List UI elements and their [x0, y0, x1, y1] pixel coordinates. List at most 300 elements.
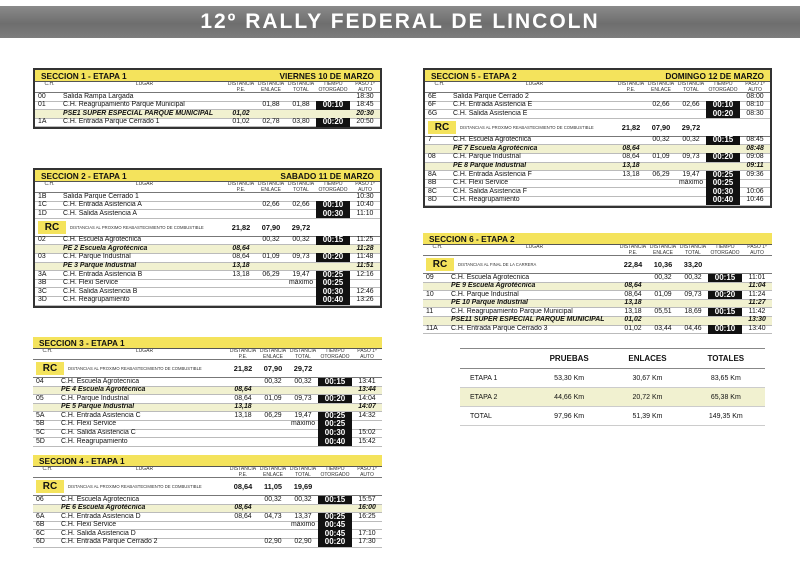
row-place: PSE11 SUPER ESPECIAL PARQUE MUNICIPAL [451, 316, 605, 324]
section-header [423, 233, 772, 245]
row-place: C.H. Escuela Agrotecnica [451, 273, 530, 281]
table-row [35, 119, 380, 128]
row-place: PE 2 Escuela Agrotécnica [63, 244, 148, 252]
row-dist-pe: 08,64 [622, 144, 640, 152]
summary-totales: 83,65 Km [710, 374, 741, 382]
summary-enlaces: 20,72 Km [632, 393, 663, 401]
row-dist-total: máximo [288, 279, 314, 287]
section-4-table [33, 455, 382, 548]
column-headers [33, 467, 382, 478]
summary-pruebas: 44,66 Km [554, 393, 585, 401]
row-dist-total: 09,73 [294, 394, 312, 402]
table-row [425, 197, 770, 206]
row-code: 3B [38, 279, 47, 287]
row-time: 00:20 [706, 153, 740, 162]
fuel-distance-row [33, 360, 382, 378]
row-pass-time: 09:36 [746, 170, 764, 178]
row-dist-total: 02,90 [294, 538, 312, 546]
column-headers [35, 182, 380, 193]
fuel-dist-total: 29,72 [681, 122, 701, 132]
row-place: C.H. Reagrupamiento Parque Municipal [63, 101, 185, 109]
row-dist-total: 00,32 [682, 136, 700, 144]
fuel-dist-total: 29,72 [291, 222, 311, 232]
row-code: 8D [428, 196, 437, 204]
row-time: 00:45 [318, 521, 352, 530]
row-code: 7 [428, 136, 432, 144]
row-dist-pe: 08,64 [234, 386, 252, 394]
rc-badge: RC [426, 258, 454, 271]
col-lugar: LUGAR [525, 82, 544, 87]
row-pass-time: 14:04 [358, 394, 376, 402]
col-tiempo: TIEMPO OTORGADO [318, 182, 348, 192]
row-dist-total: 09,73 [684, 290, 702, 298]
row-time: 00:25 [318, 420, 352, 429]
fuel-distance-label: DISTANCIAS AL FINAL DE LA CARRERA [458, 262, 537, 267]
row-dist-total: 13,37 [294, 512, 312, 520]
row-pass-time: 10:30 [356, 192, 374, 200]
row-code: 05 [36, 394, 44, 402]
row-dist-pe: 13,18 [622, 170, 640, 178]
section-1-table [33, 68, 382, 129]
fuel-distance-label: DISTANCIAS AL PROXIMO REABASTECIMIENTO DE COMBUSTIBLE [460, 124, 594, 130]
row-pass-time: 18:30 [356, 92, 374, 100]
row-code: 5D [36, 437, 45, 445]
row-dist-total: 00,32 [684, 273, 702, 281]
row-pass-time: 15:02 [358, 429, 376, 437]
row-code: 6D [36, 538, 45, 546]
fuel-distance-row [35, 219, 380, 237]
row-place: C.H. Escuela Agrotecnica [61, 495, 140, 503]
row-dist-enlace: 05,51 [654, 307, 672, 315]
fuel-dist-enlace: 07,90 [261, 222, 281, 232]
col-lugar: LUGAR [135, 349, 154, 354]
table-row [33, 539, 382, 548]
col-dist-pe: DISTANCIA P.E. [227, 82, 255, 92]
row-dist-enlace: 02,66 [262, 201, 280, 209]
row-code: 5C [36, 429, 45, 437]
row-dist-pe: 13,18 [624, 307, 642, 315]
summary-header-enlaces: ENLACES [628, 354, 667, 363]
row-code: 6E [428, 92, 437, 100]
col-lugar: LUGAR [525, 245, 544, 250]
row-dist-pe: 01,02 [624, 325, 642, 333]
section-title: SECCION 5 - ETAPA 2 [431, 70, 517, 81]
row-code: 11 [426, 307, 434, 315]
fuel-dist-total: 33,20 [683, 260, 703, 269]
row-dist-pe: 08,64 [624, 290, 642, 298]
column-headers [425, 82, 770, 93]
section-header [425, 70, 770, 82]
row-dist-pe: 13,18 [232, 262, 250, 270]
row-place: C.H. Parque Industrial [61, 394, 129, 402]
row-dist-total: 09,73 [292, 253, 310, 261]
row-pass-time: 11:25 [356, 236, 374, 244]
row-pass-time: 13:40 [748, 325, 766, 333]
row-code: 01 [38, 101, 46, 109]
row-place: C.H. Salida Asistencia A [63, 209, 137, 217]
fuel-distance-label: DISTANCIAS AL PROXIMO REABASTECIMIENTO DE COMBUSTIBLE [70, 224, 204, 230]
row-place: C.H. Salida Asistencia D [61, 529, 136, 537]
row-place: C.H. Entrada Asistencia F [453, 170, 532, 178]
row-dist-pe: 08,64 [234, 512, 252, 520]
column-headers [35, 82, 380, 93]
fuel-distance-row [423, 256, 772, 274]
col-ch: C.H. [434, 82, 445, 87]
section-header [33, 455, 382, 467]
row-dist-total: 19,47 [292, 270, 310, 278]
row-dist-pe: 13,18 [232, 270, 250, 278]
section-title: SECCION 3 - ETAPA 1 [39, 337, 125, 348]
col-dist-pe: DISTANCIA P.E. [227, 182, 255, 192]
col-dist-enlace: DISTANCIA ENLACE [257, 82, 285, 92]
rc-badge: RC [36, 362, 64, 375]
row-pass-time: 15:57 [358, 495, 376, 503]
section-date: VIERNES 10 DE MARZO [279, 70, 374, 81]
fuel-dist-enlace: 10,36 [653, 260, 673, 269]
row-place: PE 4 Escuela Agrotécnica [61, 386, 146, 394]
row-place: PSE1 SUPER ESPECIAL PARQUE MUNICIPAL [63, 109, 214, 117]
row-pass-time: 18:45 [356, 101, 374, 109]
row-time: 00:15 [706, 136, 740, 145]
row-pass-time: 14:32 [358, 411, 376, 419]
row-code: 3D [38, 296, 47, 304]
row-code: 6G [428, 109, 438, 117]
row-dist-enlace: 06,29 [652, 170, 670, 178]
row-time: 00:20 [316, 118, 350, 127]
row-time: 00:10 [316, 101, 350, 110]
row-pass-time: 11:01 [748, 273, 766, 281]
row-dist-pe: 08,64 [232, 253, 250, 261]
row-dist-pe: 08,64 [232, 244, 250, 252]
row-code: 3A [38, 270, 47, 278]
row-pass-time: 08:48 [746, 144, 764, 152]
row-time: 00:30 [706, 188, 740, 197]
row-time: 00:20 [708, 291, 742, 300]
col-ch: C.H. [44, 182, 55, 187]
row-code: 00 [38, 92, 46, 100]
col-ch: C.H. [42, 467, 53, 472]
row-time: 00:15 [316, 236, 350, 245]
section-title: SECCION 4 - ETAPA 1 [39, 455, 125, 466]
row-pass-time: 12:16 [356, 270, 374, 278]
row-place: C.H. Salida Asistencia F [453, 187, 527, 195]
col-paso: PASO 1º AUTO [355, 82, 375, 92]
row-time: 00:40 [318, 438, 352, 447]
row-dist-enlace: 01,09 [264, 394, 282, 402]
fuel-dist-total: 29,72 [293, 364, 313, 373]
col-tiempo: TIEMPO OTORGADO [708, 82, 738, 92]
row-dist-total: máximo [290, 420, 316, 428]
row-pass-time: 11:28 [356, 244, 374, 252]
section-2-table [33, 168, 382, 308]
col-dist-total: DISTANCIA TOTAL [677, 82, 705, 92]
row-dist-enlace: 02,66 [652, 101, 670, 109]
row-dist-enlace: 03,44 [654, 325, 672, 333]
row-place: C.H. Salida Asistencia C [61, 429, 136, 437]
row-dist-total: 18,69 [684, 307, 702, 315]
row-dist-pe: 08,64 [622, 153, 640, 161]
fuel-distance-row [33, 478, 382, 496]
section-date: DOMINGO 12 DE MARZO [665, 70, 764, 81]
section-3-table [33, 337, 382, 447]
row-place: C.H. Flexi Service [61, 521, 117, 529]
fuel-dist-pe: 08,64 [233, 482, 253, 491]
row-code: 3C [38, 287, 47, 295]
row-code: 1B [38, 192, 47, 200]
row-time: 00:25 [318, 513, 352, 522]
section-date: SABADO 11 DE MARZO [280, 170, 374, 181]
row-place: Salida Rampa Largada [63, 92, 134, 100]
col-ch: C.H. [432, 245, 443, 250]
row-place: C.H. Reagrupamiento [453, 196, 520, 204]
row-place: Salida Parque Cerrado 1 [63, 192, 139, 200]
row-place: C.H. Entrada Parque Cerrado 1 [63, 118, 160, 126]
row-place: C.H. Parque Industrial [453, 153, 521, 161]
col-dist-pe: DISTANCIA P.E. [229, 349, 257, 359]
col-dist-pe: DISTANCIA P.E. [619, 245, 647, 255]
row-place: PE 9 Escuela Agrotécnica [451, 282, 536, 290]
row-time: 00:30 [316, 210, 350, 219]
section-title: SECCION 1 - ETAPA 1 [41, 70, 127, 81]
row-pass-time: 11:24 [748, 290, 766, 298]
row-time: 00:25 [316, 279, 350, 288]
row-pass-time: 09:08 [746, 153, 764, 161]
col-dist-enlace: DISTANCIA ENLACE [259, 467, 287, 477]
row-place: C.H. Reagrupamiento Parque Municipal [451, 307, 573, 315]
row-dist-pe: 08,64 [234, 504, 252, 512]
col-lugar: LUGAR [135, 82, 154, 87]
row-dist-pe: 01,02 [624, 316, 642, 324]
row-place: C.H. Entrada Asistencia A [63, 201, 142, 209]
section-header [35, 170, 380, 182]
fuel-dist-enlace: 11,05 [263, 482, 283, 491]
summary-header [460, 348, 765, 369]
row-place: PE 8 Parque Industrial [453, 162, 527, 170]
row-time: 00:15 [708, 274, 742, 283]
col-paso: PASO 1º AUTO [747, 245, 767, 255]
summary-row-label: TOTAL [470, 412, 492, 420]
col-tiempo: TIEMPO OTORGADO [318, 82, 348, 92]
row-pass-time: 09:11 [746, 162, 764, 170]
row-place: C.H. Flexi Service [453, 179, 509, 187]
summary-table [460, 348, 765, 426]
row-pass-time: 12:46 [356, 287, 374, 295]
row-place: PE 10 Parque Industrial [451, 299, 528, 307]
summary-row-label: ETAPA 2 [470, 393, 498, 401]
row-pass-time: 11:42 [748, 307, 766, 315]
row-pass-time: 15:42 [358, 437, 376, 445]
col-dist-total: DISTANCIA TOTAL [287, 182, 315, 192]
fuel-dist-total: 19,69 [293, 482, 313, 491]
row-time: 00:20 [318, 538, 352, 547]
row-place: C.H. Parque Industrial [63, 253, 131, 261]
row-dist-total: 02,66 [682, 101, 700, 109]
section-6-table [423, 233, 772, 334]
row-time: 00:15 [318, 496, 352, 505]
row-code: 02 [38, 236, 46, 244]
row-pass-time: 10:40 [356, 201, 374, 209]
row-dist-enlace: 00,32 [262, 236, 280, 244]
col-paso: PASO 1º AUTO [355, 182, 375, 192]
col-dist-enlace: DISTANCIA ENLACE [257, 182, 285, 192]
col-dist-enlace: DISTANCIA ENLACE [647, 82, 675, 92]
rc-badge: RC [428, 121, 456, 134]
row-place: C.H. Escuela Agrotecnica [453, 136, 532, 144]
row-time: 00:30 [316, 288, 350, 297]
row-dist-enlace: 01,88 [262, 101, 280, 109]
row-time: 00:20 [318, 395, 352, 404]
row-time: 00:25 [316, 271, 350, 280]
row-time: 00:40 [706, 196, 740, 205]
row-pass-time: 08:00 [746, 92, 764, 100]
row-pass-time: 10:06 [746, 187, 764, 195]
row-dist-enlace: 01,09 [652, 153, 670, 161]
row-pass-time: 14:07 [358, 403, 376, 411]
col-dist-total: DISTANCIA TOTAL [287, 82, 315, 92]
row-code: 8B [428, 179, 437, 187]
section-header [35, 70, 380, 82]
row-dist-total: 00,32 [294, 495, 312, 503]
row-place: C.H. Entrada Asistencia B [63, 270, 143, 278]
row-dist-enlace: 01,09 [654, 290, 672, 298]
row-pass-time: 08:30 [746, 109, 764, 117]
row-code: 1C [38, 201, 47, 209]
row-place: C.H. Flexi Service [61, 420, 117, 428]
row-place: C.H. Entrada Parque Cerrado 3 [451, 325, 548, 333]
row-time: 00:40 [316, 296, 350, 305]
row-code: 1D [38, 209, 47, 217]
row-time: 00:15 [708, 308, 742, 317]
col-dist-pe: DISTANCIA P.E. [617, 82, 645, 92]
table-row [35, 210, 380, 219]
row-dist-pe: 13,18 [624, 299, 642, 307]
row-time: 00:10 [316, 201, 350, 210]
summary-row [460, 369, 765, 388]
row-place: C.H. Entrada Asistencia C [61, 411, 141, 419]
row-pass-time: 13:30 [748, 316, 766, 324]
col-lugar: LUGAR [135, 182, 154, 187]
row-time: 00:25 [706, 171, 740, 180]
row-dist-total: 19,47 [682, 170, 700, 178]
row-code: 6C [36, 529, 45, 537]
row-dist-enlace: 04,73 [264, 512, 282, 520]
row-place: C.H. Reagrupamiento [63, 296, 130, 304]
summary-pruebas: 53,30 Km [554, 374, 585, 382]
row-place: C.H. Escuela Agrotecnica [61, 377, 140, 385]
row-pass-time: 11:04 [748, 282, 766, 290]
row-dist-pe: 13,18 [234, 403, 252, 411]
row-pass-time: 10:46 [746, 196, 764, 204]
row-pass-time: 20:50 [356, 118, 374, 126]
section-5-table [423, 68, 772, 208]
row-dist-enlace: 06,29 [264, 411, 282, 419]
row-time: 00:25 [318, 412, 352, 421]
row-code: 6F [428, 101, 437, 109]
row-place: C.H. Escuela Agrotecnica [63, 236, 142, 244]
row-place: C.H. Entrada Parque Cerrado 2 [61, 538, 158, 546]
row-dist-total: 03,80 [292, 118, 310, 126]
row-place: PE 5 Parque Industrial [61, 403, 135, 411]
row-time: 00:30 [318, 429, 352, 438]
fuel-distance-row [425, 119, 770, 137]
row-dist-total: máximo [678, 179, 704, 187]
column-headers [33, 349, 382, 360]
row-place: C.H. Salida Asistencia E [453, 109, 528, 117]
fuel-dist-enlace: 07,90 [651, 122, 671, 132]
table-row [33, 438, 382, 447]
row-pass-time: 17:30 [358, 538, 376, 546]
table-row [423, 326, 772, 335]
row-time: 00:20 [706, 110, 740, 119]
col-dist-pe: DISTANCIA P.E. [229, 467, 257, 477]
row-time: 00:15 [318, 378, 352, 387]
row-dist-total: 00,32 [294, 377, 312, 385]
row-pass-time: 08:45 [746, 136, 764, 144]
col-tiempo: TIEMPO OTORGADO [320, 467, 350, 477]
row-pass-time: 17:10 [358, 529, 376, 537]
row-dist-total: 01,88 [292, 101, 310, 109]
row-dist-total: 00,32 [292, 236, 310, 244]
col-ch: C.H. [42, 349, 53, 354]
row-code: 8C [428, 187, 437, 195]
row-pass-time: 16:00 [358, 504, 376, 512]
column-headers [423, 245, 772, 256]
summary-enlaces: 51,39 Km [632, 412, 663, 420]
row-pass-time: 20:30 [356, 109, 374, 117]
row-dist-pe: 01,02 [232, 118, 250, 126]
row-place: C.H. Entrada Asistencia E [453, 101, 533, 109]
row-dist-total: máximo [290, 521, 316, 529]
fuel-distance-label: DISTANCIAS AL PROXIMO REABASTECIMIENTO DE COMBUSTIBLE [68, 484, 202, 489]
col-dist-total: DISTANCIA TOTAL [289, 349, 317, 359]
row-code: 5B [36, 420, 45, 428]
row-time: 00:10 [706, 101, 740, 110]
fuel-dist-pe: 21,82 [621, 122, 641, 132]
fuel-dist-pe: 22,84 [623, 260, 643, 269]
row-code: 03 [38, 253, 46, 261]
row-code: 1A [38, 118, 47, 126]
row-code: 10 [426, 290, 434, 298]
table-row [35, 297, 380, 306]
row-dist-pe: 08,64 [234, 394, 252, 402]
row-place: Salida Parque Cerrado 2 [453, 92, 529, 100]
row-code: 5A [36, 411, 45, 419]
row-pass-time: 13:41 [358, 377, 376, 385]
row-time: 00:25 [706, 179, 740, 188]
row-time: 00:10 [708, 325, 742, 334]
row-code: 09 [426, 273, 434, 281]
row-dist-total: 09,73 [682, 153, 700, 161]
row-dist-enlace: 00,32 [264, 377, 282, 385]
col-paso: PASO 1º AUTO [357, 349, 377, 359]
row-place: C.H. Parque Industrial [451, 290, 519, 298]
row-place: PE 7 Escuela Agrotécnica [453, 144, 538, 152]
table-row [425, 110, 770, 119]
row-code: 11A [426, 325, 438, 333]
rc-badge: RC [36, 480, 64, 493]
page-title: 12º RALLY FEDERAL DE LINCOLN [0, 6, 800, 38]
col-dist-enlace: DISTANCIA ENLACE [649, 245, 677, 255]
section-title: SECCION 2 - ETAPA 1 [41, 170, 127, 181]
summary-pruebas: 97,96 Km [554, 412, 585, 420]
row-pass-time: 11:10 [356, 209, 374, 217]
fuel-dist-pe: 21,82 [231, 222, 251, 232]
col-paso: PASO 1º AUTO [745, 82, 765, 92]
row-dist-enlace: 01,09 [262, 253, 280, 261]
row-code: 8A [428, 170, 437, 178]
col-tiempo: TIEMPO OTORGADO [320, 349, 350, 359]
row-code: 6B [36, 521, 45, 529]
